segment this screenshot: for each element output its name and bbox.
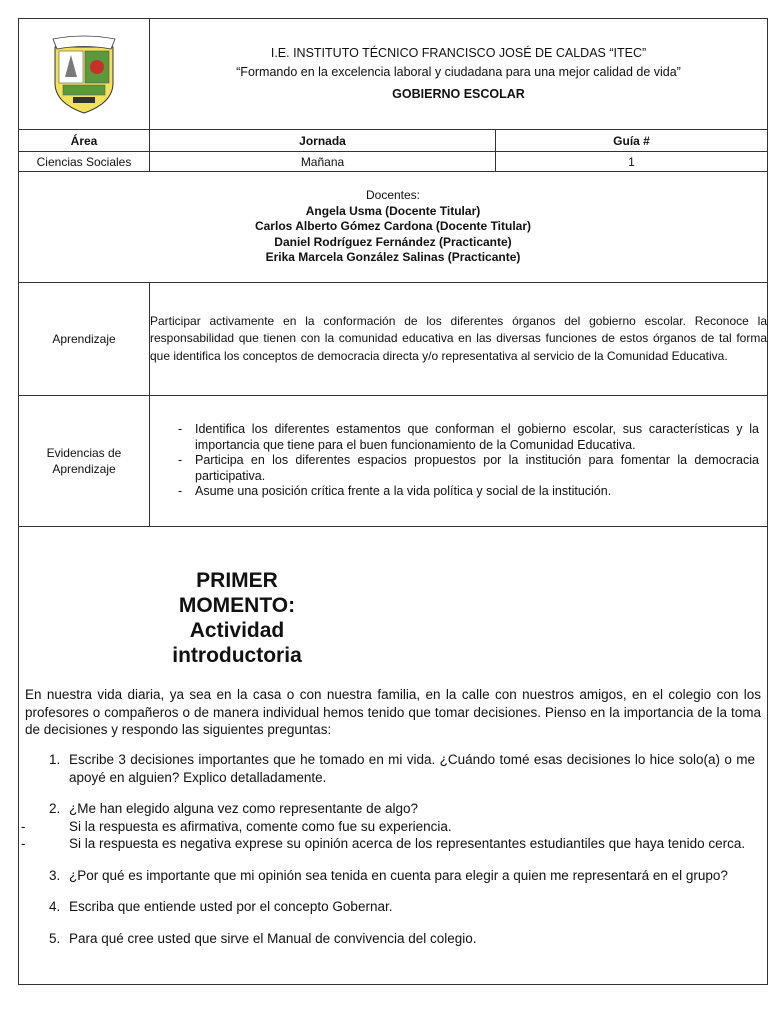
question-number: 1. (49, 752, 61, 767)
docente-name: Carlos Alberto Gómez Cardona (Docente Titular) (254, 219, 532, 234)
evidencias-label-line: Aprendizaje (52, 462, 116, 476)
evidencias-row (19, 396, 768, 527)
school-crest-icon (19, 33, 149, 115)
question-item (19, 930, 755, 948)
info-values-row (19, 152, 768, 172)
question-item (19, 751, 755, 786)
dash-marker: - (21, 818, 26, 834)
institution-name: I.E. INSTITUTO TÉCNICO FRANCISCO JOSÉ DE CALDAS “ITEC” (270, 45, 647, 60)
docentes-row (19, 172, 768, 283)
momento-cell (19, 527, 768, 985)
momento-row (19, 527, 768, 985)
section-title: GOBIERNO ESCOLAR (392, 86, 525, 101)
questions-list (19, 751, 767, 947)
docentes-label: Docentes: (365, 188, 421, 203)
header-row (19, 19, 768, 130)
evidencia-item: - Participa en los diferentes espacios propuestos por la institución para fomentar la democracia participativa. (178, 453, 759, 484)
evidencias-cell (150, 396, 768, 527)
momento-intro: En nuestra vida diaria, ya sea en la casa o con nuestra familia, en la calle con nuestros amigos, en el colegio con los profesores o compañeros o de manera individual hemos tenido que tomar decisiones. Pienso en la importancia de la toma de decisiones y respondo las siguientes preguntas: (25, 687, 761, 738)
question-subitem (19, 835, 755, 853)
docente-name: Erika Marcela González Salinas (Practicante) (265, 250, 521, 265)
question-item (19, 867, 755, 885)
question-number: 3. (49, 867, 61, 883)
area-header: Área (19, 130, 150, 152)
evidencia-item: - Identifica los diferentes estamentos que conforman el gobierno escolar, sus características y la importancia que tiene para el buen funcionamiento de la Comunidad Educativa. (178, 422, 759, 453)
question-number: 2. (49, 801, 61, 817)
aprendizaje-text: Participar activamente en la conformación de los diferentes órganos del gobierno escolar. Reconoce la responsabilidad que tienen con la comunidad educativa en las diversas funciones de estos órganos de tal forma que identifica los conceptos de democracia directa y/o representativa al servicio de la Comunidad Educativa. (150, 283, 768, 396)
docente-name: Angela Usma (Docente Titular) (305, 203, 481, 218)
evidencias-label-line: Evidencias de (46, 445, 122, 460)
aprendizaje-label: Aprendizaje (19, 283, 150, 396)
question-subitem (19, 818, 755, 836)
guide-table (18, 18, 768, 985)
subitem-text: Si la respuesta es negativa exprese su opinión acerca de los representantes estudiantiles que haya tenido cerca. (69, 836, 746, 852)
question-text: Para qué cree usted que sirve el Manual de convivencia del colegio. (69, 930, 477, 946)
question-item (19, 898, 755, 916)
question-text: Escribe 3 decisiones importantes que he tomado en mi vida. ¿Cuándo tomé esas decisiones lo hice solo(a) o me apoyé en alguien? Explico detalladamente. (69, 752, 755, 785)
dash-marker: - (21, 836, 26, 852)
evidencias-label (19, 396, 150, 527)
evidencias-list (150, 422, 767, 500)
question-number: 4. (49, 899, 61, 915)
question-text: ¿Por qué es importante que mi opinión sea tenida en cuenta para elegir a quien me representará en el grupo? (69, 867, 728, 883)
subitem-text: Si la respuesta es afirmativa, comente como fue su experiencia. (69, 818, 452, 834)
jornada-header: Jornada (150, 130, 496, 152)
area-value: Ciencias Sociales (19, 152, 150, 172)
info-header-row (19, 130, 768, 152)
question-item (19, 800, 755, 818)
question-text: ¿Me han elegido alguna vez como representante de algo? (69, 801, 418, 817)
docentes-cell (19, 172, 768, 283)
question-text: Escriba que entiende usted por el concepto Gobernar. (69, 899, 393, 915)
guia-header: Guía # (496, 130, 768, 152)
logo-cell (19, 19, 150, 130)
guia-value: 1 (496, 152, 768, 172)
jornada-value: Mañana (150, 152, 496, 172)
institution-motto: “Formando en la excelencia laboral y ciudadana para una mejor calidad de vida” (236, 65, 681, 80)
question-number: 5. (49, 930, 61, 946)
docentes-list (19, 204, 767, 266)
momento-title: PRIMER MOMENTO: Actividad introductoria (172, 568, 302, 668)
docente-name: Daniel Rodríguez Fernández (Practicante) (274, 234, 512, 249)
header-text-cell (150, 19, 768, 130)
aprendizaje-row (19, 283, 768, 396)
evidencia-item: - Asume una posición crítica frente a la vida política y social de la institución. (178, 484, 759, 500)
